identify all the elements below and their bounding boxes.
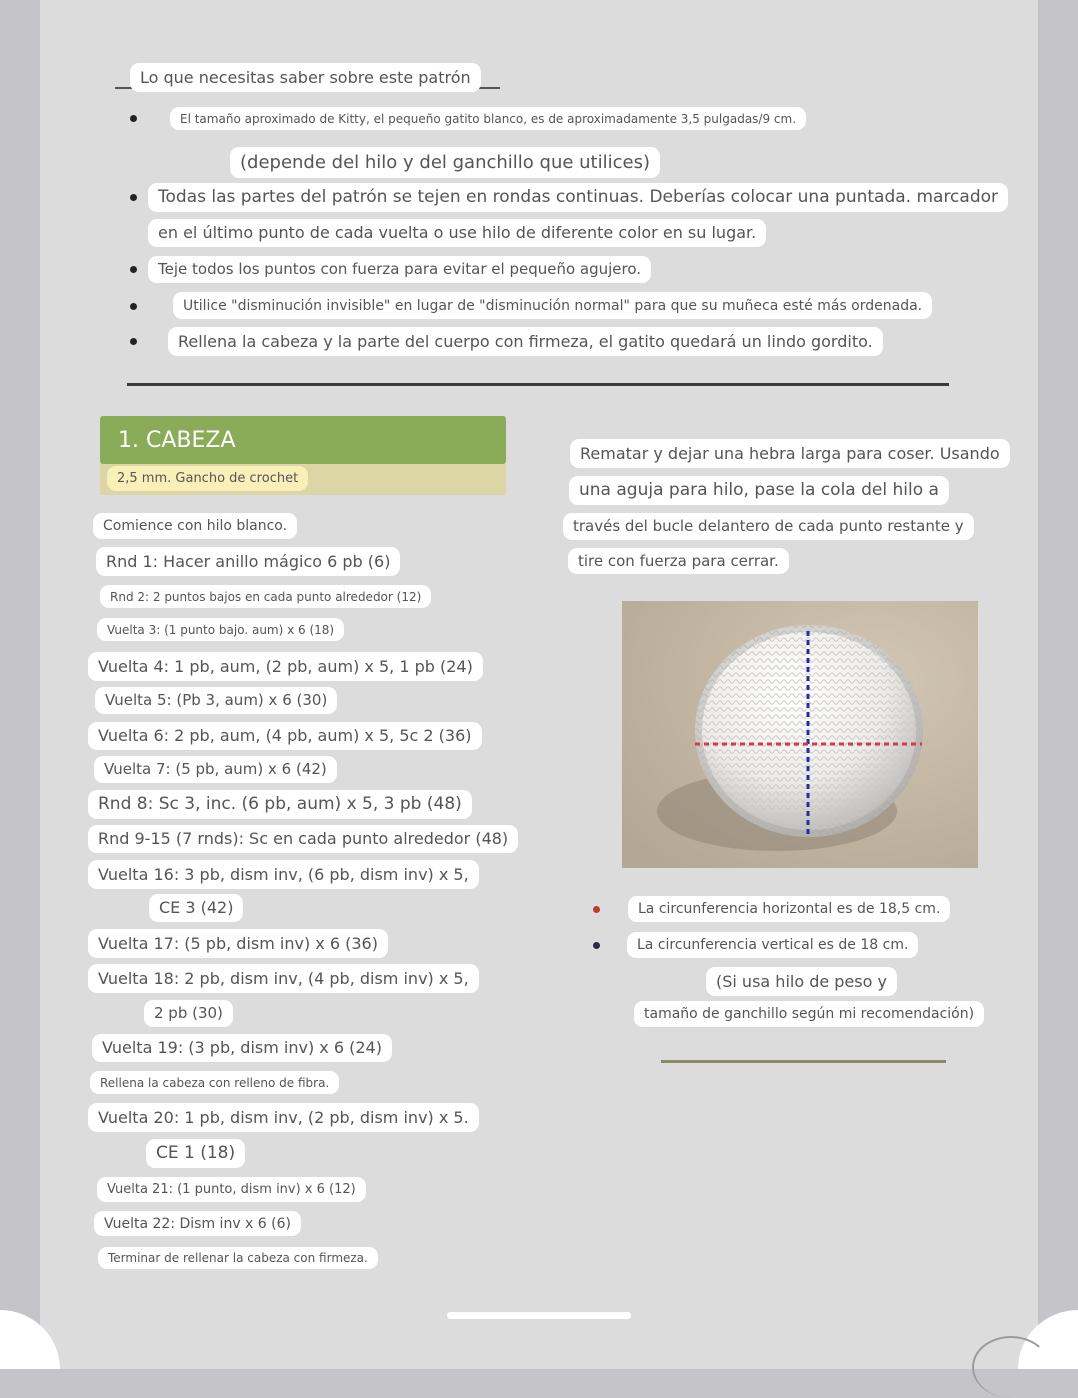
round-line: Vuelta 5: (Pb 3, aum) x 6 (30) [95,687,337,714]
section-divider [127,383,949,386]
round-line: Vuelta 7: (5 pb, aum) x 6 (42) [94,756,337,783]
bullet-dot-icon [130,194,137,201]
home-indicator-icon[interactable] [447,1312,631,1319]
intro-item-2: (depende del hilo y del ganchillo que utilices) [230,147,660,178]
round-line: Vuelta 20: 1 pb, dism inv, (2 pb, dism inv) x 5. [88,1103,479,1132]
finish-line: Rematar y dejar una hebra larga para coser. Usando [570,439,1010,468]
round-line: Vuelta 4: 1 pb, aum, (2 pb, aum) x 5, 1 pb (24) [88,652,483,681]
round-line: 2 pb (30) [144,1000,233,1027]
finish-line: través del bucle delantero de cada punto restante y [563,513,974,540]
round-line: Vuelta 19: (3 pb, dism inv) x 6 (24) [92,1034,392,1062]
round-line: CE 1 (18) [146,1139,245,1168]
intro-item-6: Utilice "disminución invisible" en lugar de "disminución normal" para que su muñeca esté más ordenada. [173,292,932,319]
round-line: Vuelta 22: Dism inv x 6 (6) [94,1211,301,1236]
vertical-circumference: La circunferencia vertical es de 18 cm. [627,932,918,958]
round-line: Comience con hilo blanco. [93,513,297,539]
bullet-dot-icon [130,266,137,273]
intro-item-5: Teje todos los puntos con fuerza para evitar el pequeño agujero. [148,256,651,283]
intro-item-3: Todas las partes del patrón se tejen en rondas continuas. Deberías colocar una puntada. marcador [148,183,1008,212]
bullet-dot-icon [130,303,137,310]
finish-line: tire con fuerza para cerrar. [568,548,789,574]
bullet-dot-icon [593,906,600,913]
horizontal-circumference: La circunferencia horizontal es de 18,5 cm. [628,896,950,922]
corner-arc-icon [972,1336,1050,1398]
bullet-dot-icon [593,942,600,949]
round-line: Vuelta 17: (5 pb, dism inv) x 6 (36) [88,929,388,958]
round-line: Vuelta 18: 2 pb, dism inv, (4 pb, dism inv) x 5, [88,964,479,993]
intro-item-1: El tamaño aproximado de Kitty, el pequeño gatito blanco, es de aproximadamente 3,5 pulgadas/9 cm. [170,107,806,130]
recommendation-note-2: tamaño de ganchillo según mi recomendación) [634,1001,984,1027]
crochet-ball-photo [622,601,978,868]
round-line: Rnd 8: Sc 3, inc. (6 pb, aum) x 5, 3 pb (48) [88,790,472,819]
intro-item-4: en el último punto de cada vuelta o use hilo de diferente color en su lugar. [148,219,766,247]
round-line: Rnd 1: Hacer anillo mágico 6 pb (6) [96,547,400,576]
measurement-divider [661,1060,946,1063]
bullet-dot-icon [130,338,137,345]
section-title: 1. CABEZA [100,416,506,464]
intro-item-7: Rellena la cabeza y la parte del cuerpo con firmeza, el gatito quedará un lindo gordito. [168,327,883,356]
round-line: Vuelta 16: 3 pb, dism inv, (6 pb, dism inv) x 5, [88,860,479,889]
round-line: Rellena la cabeza con relleno de fibra. [90,1071,339,1094]
hook-size: 2,5 mm. Gancho de crochet [107,466,308,491]
round-line: Terminar de rellenar la cabeza con firmeza. [98,1247,378,1269]
round-line: Rnd 9-15 (7 rnds): Sc en cada punto alrededor (48) [88,825,518,853]
round-line: Vuelta 21: (1 punto, dism inv) x 6 (12) [97,1177,366,1202]
round-line: Vuelta 6: 2 pb, aum, (4 pb, aum) x 5, 5c 2 (36) [88,722,482,750]
round-line: Rnd 2: 2 puntos bajos en cada punto alrededor (12) [100,585,431,608]
intro-title: Lo que necesitas saber sobre este patrón [130,63,481,92]
round-line: CE 3 (42) [149,894,243,922]
recommendation-note-1: (Si usa hilo de peso y [706,967,897,996]
round-line: Vuelta 3: (1 punto bajo. aum) x 6 (18) [97,618,344,641]
bullet-dot-icon [130,115,137,122]
finish-line: una aguja para hilo, pase la cola del hilo a [569,476,949,505]
